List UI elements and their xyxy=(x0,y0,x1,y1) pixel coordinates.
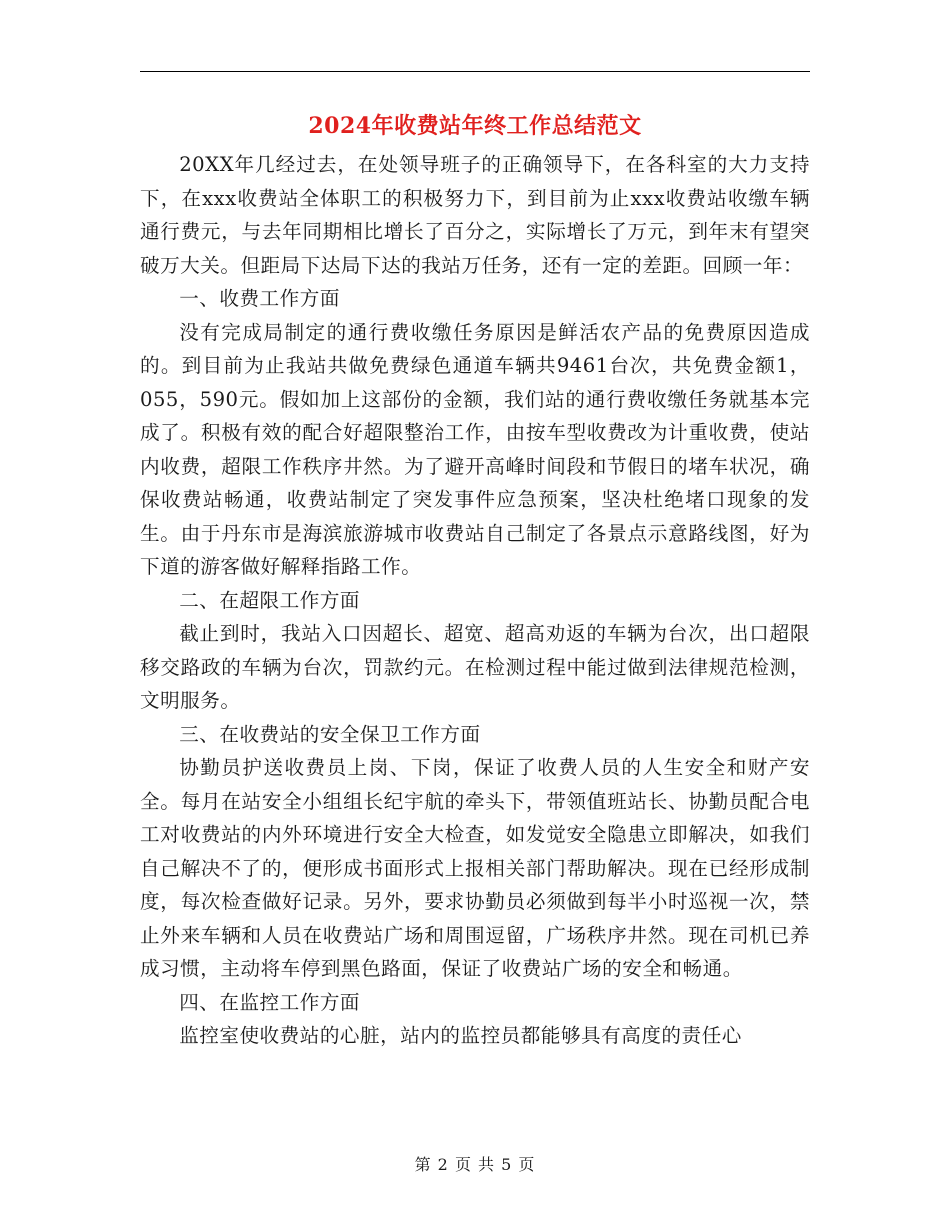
section-heading-monitoring: 四、在监控工作方面 xyxy=(179,990,361,1014)
section-heading-overload: 二、在超限工作方面 xyxy=(179,588,361,612)
intro-paragraph: 20XX年几经过去，在处领导班子的正确领导下，在各科室的大力支持下，在xxx收费站全体职工的积极努力下，到目前为止xxx收费站收缴车辆通行费元，与去年同期相比增长了百分之，实际增长了万元，到年末有望突破万大关。但距局下达局下达的我站万任务，还有一定的差距。回顾一年： xyxy=(140,153,810,277)
section-heading-toll: 一、收费工作方面 xyxy=(179,287,340,310)
overload-paragraph: 截止到时，我站入口因超长、超宽、超高劝返的车辆为台次，出口超限移交路政的车辆为台次，罚款约元。在检测过程中能过做到法律规范检测，文明服务。 xyxy=(140,622,810,712)
monitoring-paragraph: 监控室使收费站的心脏，站内的监控员都能够具有高度的责任心 xyxy=(179,1024,742,1047)
document-title: 2024年收费站年终工作总结范文 xyxy=(308,113,642,139)
section-heading-security: 三、在收费站的安全保卫工作方面 xyxy=(179,722,481,746)
document-body xyxy=(140,148,810,1053)
toll-paragraph: 没有完成局制定的通行费收缴任务原因是鲜活农产品的免费原因造成的。到目前为止我站共做免费绿色通道车辆共9461台次，共免费金额1，055，590元。假如加上这部份的金额，我们站的通行费收缴任务就基本完成了。积极有效的配合好超限整治工作，由按车型收费改为计重收费，使站内收费，超限工作秩序井然。为了避开高峰时间段和节假日的堵车状况，确保收费站畅通，收费站制定了突发事件应急预案，坚决杜绝堵口现象的发生。由于丹东市是海滨旅游城市收费站自己制定了各景点示意路线图，好为下道的游客做好解释指路工作。 xyxy=(140,320,810,578)
security-paragraph: 协勤员护送收费员上岗、下岗，保证了收费人员的人生安全和财产安全。每月在站安全小组组长纪宇航的牵头下，带领值班站长、协勤员配合电工对收费站的内外环境进行安全大检查，如发觉安全隐患立即解决，如我们自己解决不了的，便形成书面形式上报相关部门帮助解决。现在已经形成制度，每次检查做好记录。另外，要求协勤员必须做到每半小时巡视一次，禁止外来车辆和人员在收费站广场和周围逗留，广场秩序井然。现在司机已养成习惯，主动将车停到黑色路面，保证了收费站广场的安全和畅通。 xyxy=(140,756,810,980)
header-rule xyxy=(140,71,810,72)
page-number-footer: 第 2 页 共 5 页 xyxy=(414,1155,536,1174)
